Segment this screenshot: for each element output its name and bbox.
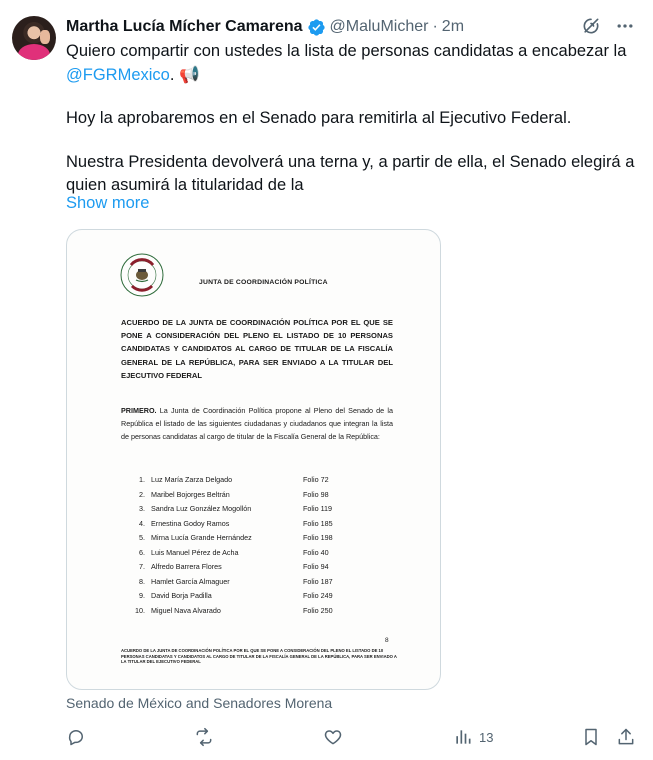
- tweet-paragraph-1-end: . 📢: [169, 65, 200, 84]
- avatar-hand: [40, 30, 50, 44]
- share-icon: [616, 727, 636, 747]
- candidate-number: 2.: [139, 489, 145, 499]
- repost-icon: [193, 727, 215, 747]
- candidate-name: Miguel Nava Alvarado: [151, 605, 221, 615]
- candidate-row: [131, 604, 381, 619]
- document-heading: JUNTA DE COORDINACIÓN POLÍTICA: [199, 279, 328, 286]
- top-right-actions: [581, 16, 635, 36]
- candidate-number: 6.: [139, 547, 145, 557]
- reply-button[interactable]: [66, 727, 86, 747]
- candidate-number: 10.: [135, 605, 145, 615]
- candidate-row: [131, 531, 381, 546]
- candidate-name: David Borja Padilla: [151, 591, 212, 600]
- candidate-number: 7.: [139, 562, 145, 571]
- candidate-name: Alfredo Barrera Flores: [151, 562, 222, 571]
- candidate-name: Hamlet García Almaguer: [151, 576, 230, 586]
- candidate-name: Luis Manuel Pérez de Acha: [151, 547, 239, 557]
- candidate-folio: Folio 198: [303, 533, 333, 542]
- document-footer: ACUERDO DE LA JUNTA DE COORDINACIÓN POLÍTICA POR EL QUE SE PONE A CONSIDERACIÓN DEL PLENO EL LISTADO DE 10 PERSONAS CANDIDATAS Y CANDIDATOS AL CARGO DE TITULAR DE LA FISCALÍA GENERAL DE LA REPÚBLICA, PARA SER ENVIADO A LA TITULAR DEL EJECUTIVO FEDERAL: [121, 648, 397, 665]
- candidate-number: 1.: [139, 475, 145, 484]
- document-page: [67, 230, 441, 690]
- tweet-text: [66, 40, 641, 198]
- share-button[interactable]: [616, 727, 636, 747]
- bookmark-button[interactable]: [581, 727, 601, 747]
- views-count: 13: [479, 729, 494, 745]
- candidate-number: 5.: [139, 533, 145, 542]
- author-name[interactable]: Martha Lucía Mícher Camarena: [66, 18, 303, 35]
- views-icon: [453, 727, 473, 747]
- tweet-paragraph-1-text: Quiero compartir con ustedes la lista de personas candidatas a encabezar la: [66, 42, 627, 60]
- document-body: [121, 404, 393, 444]
- candidate-row: [131, 502, 381, 517]
- candidate-folio: Folio 94: [303, 562, 329, 571]
- candidate-folio: Folio 72: [303, 475, 329, 484]
- candidate-number: 3.: [139, 504, 145, 513]
- tweet-paragraph-2: Hoy la aprobaremos en el Senado para remitirla al Ejecutivo Federal.: [66, 109, 572, 127]
- bookmark-icon: [581, 727, 601, 747]
- candidate-number: 9.: [139, 591, 145, 600]
- document-body-text: La Junta de Coordinación Política propone al Pleno del Senado de la República el listado de las siguientes ciudadanas y ciudadanos que integran la lista de personas candidatas al cargo de titular de la Fiscalía General de la República:: [121, 406, 393, 442]
- tweet-paragraph-3: Nuestra Presidenta devolverá una terna y, a partir de ella, el Senado elegirá a quien asumirá la titularidad de la: [66, 152, 635, 194]
- candidate-row: [131, 575, 381, 590]
- avatar[interactable]: [12, 16, 56, 60]
- candidate-name: Luz María Zarza Delgado: [151, 475, 233, 484]
- tweet-header: [66, 16, 464, 38]
- candidate-row: [131, 546, 381, 561]
- views-button[interactable]: [453, 727, 493, 747]
- avatar-shirt: [18, 44, 50, 60]
- attached-image[interactable]: [66, 229, 441, 690]
- candidate-folio: Folio 187: [303, 576, 333, 586]
- document-body-lead: PRIMERO.: [121, 406, 157, 415]
- grok-icon[interactable]: [581, 16, 601, 36]
- repost-button[interactable]: [193, 727, 215, 747]
- candidate-folio: Folio 249: [303, 591, 333, 600]
- candidate-row: [131, 517, 381, 532]
- candidate-name: Sandra Luz González Mogollón: [151, 504, 252, 513]
- action-bar: [66, 727, 641, 749]
- timestamp[interactable]: 2m: [441, 18, 465, 35]
- candidate-row: [131, 488, 381, 503]
- tweet-paragraph-1: [66, 40, 641, 87]
- like-button[interactable]: [323, 727, 343, 747]
- mention-link[interactable]: @FGRMexico: [66, 65, 170, 84]
- candidate-name: Maribel Bojorges Beltrán: [151, 489, 230, 499]
- candidate-folio: Folio 185: [303, 518, 333, 528]
- more-options-icon[interactable]: [615, 16, 635, 36]
- candidate-folio: Folio 119: [303, 504, 333, 513]
- candidate-folio: Folio 40: [303, 547, 329, 557]
- separator-dot: ·: [432, 18, 438, 35]
- candidate-number: 4.: [139, 518, 145, 528]
- like-icon: [323, 727, 343, 747]
- candidate-row: [131, 473, 381, 488]
- verified-badge-icon: [307, 18, 326, 37]
- candidate-name: Mirna Lucía Grande Hernández: [151, 533, 252, 542]
- document-title: ACUERDO DE LA JUNTA DE COORDINACIÓN POLÍTICA POR EL QUE SE PONE A CONSIDERACIÓN DEL PLENO EL LISTADO DE 10 PERSONAS CANDIDATAS Y CANDIDATOS AL CARGO DE TITULAR DE LA FISCALÍA GENERAL DE LA REPÚBLICA, PARA SER ENVIADO A LA TITULAR DEL EJECUTIVO FEDERAL: [121, 318, 393, 380]
- author-handle[interactable]: @MaluMicher: [329, 18, 429, 35]
- reply-icon: [66, 727, 86, 747]
- candidate-folio: Folio 250: [303, 605, 333, 615]
- candidate-list: [131, 473, 381, 618]
- senate-seal-logo: [119, 252, 165, 298]
- candidate-folio: Folio 98: [303, 489, 329, 499]
- image-tagged-accounts[interactable]: Senado de México and Senadores Morena: [66, 695, 333, 711]
- candidate-number: 8.: [139, 576, 145, 586]
- show-more-link[interactable]: Show more: [66, 194, 150, 212]
- candidate-name: Ernestina Godoy Ramos: [151, 518, 230, 528]
- document-page-number: 8: [385, 637, 389, 644]
- candidate-row: [131, 589, 381, 604]
- candidate-row: [131, 560, 381, 575]
